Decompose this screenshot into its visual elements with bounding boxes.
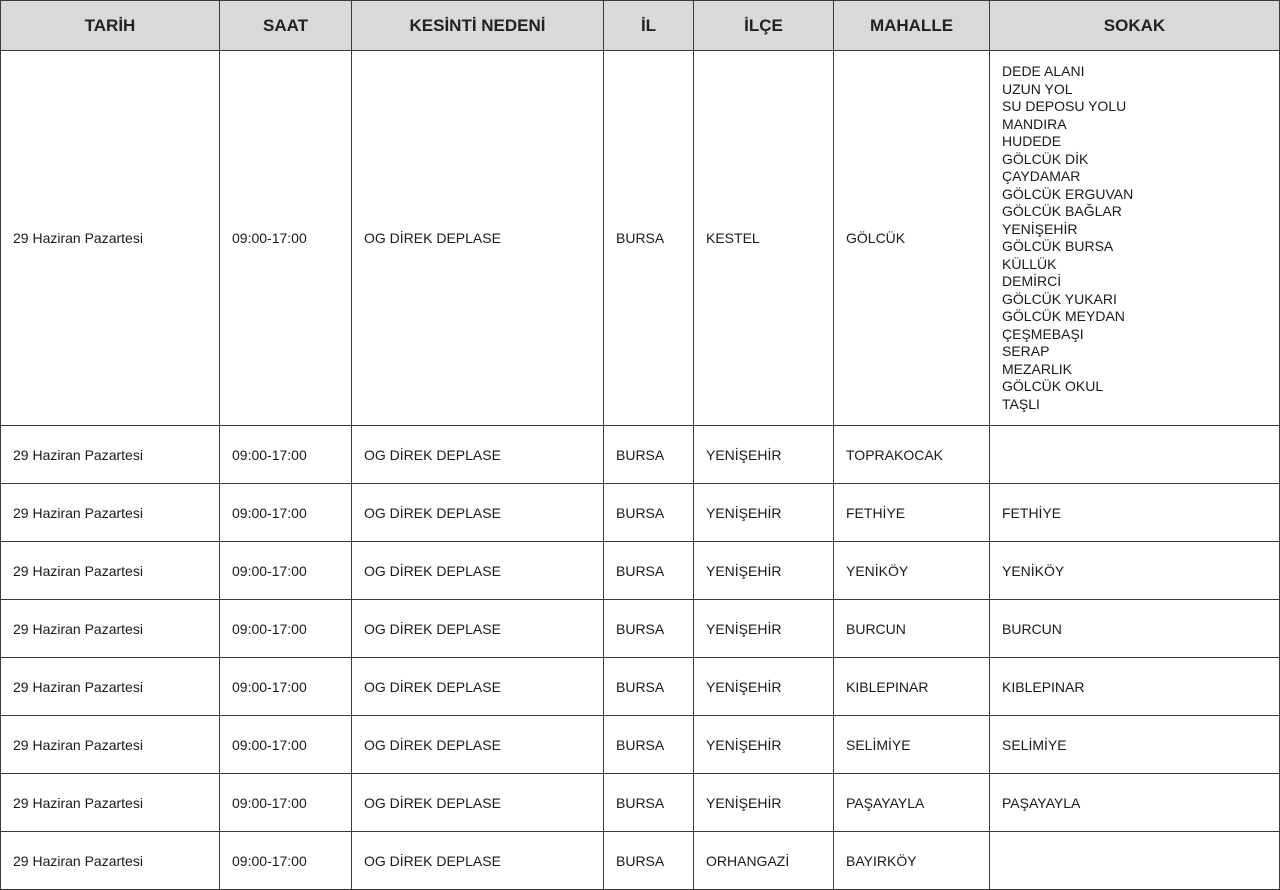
street-name: HUDEDE: [1002, 133, 1062, 149]
cell-il: BURSA: [604, 484, 694, 542]
table-row: [1, 658, 1280, 716]
cell-tarih: 29 Haziran Pazartesi: [1, 51, 220, 426]
cell-sokak: [990, 484, 1280, 542]
street-name: YENİKÖY: [1002, 562, 1065, 579]
cell-kesinti-nedeni: OG DİREK DEPLASE: [352, 716, 604, 774]
cell-il: BURSA: [604, 600, 694, 658]
street-name: GÖLCÜK OKUL: [1002, 378, 1104, 394]
header-sokak: SOKAK: [990, 1, 1280, 51]
table-row: [1, 832, 1280, 890]
cell-il: BURSA: [604, 51, 694, 426]
cell-saat: 09:00-17:00: [220, 426, 352, 484]
cell-il: BURSA: [604, 832, 694, 890]
header-tarih: TARİH: [1, 1, 220, 51]
cell-kesinti-nedeni: OG DİREK DEPLASE: [352, 658, 604, 716]
table-row: [1, 426, 1280, 484]
table-row: [1, 51, 1280, 426]
cell-saat: 09:00-17:00: [220, 600, 352, 658]
cell-tarih: 29 Haziran Pazartesi: [1, 484, 220, 542]
street-name: UZUN YOL: [1002, 80, 1073, 97]
cell-mahalle: BURCUN: [834, 600, 990, 658]
cell-sokak: [990, 426, 1280, 484]
cell-kesinti-nedeni: OG DİREK DEPLASE: [352, 542, 604, 600]
header-row: [1, 1, 1280, 51]
street-name: MANDIRA: [1002, 115, 1067, 132]
table-row: [1, 600, 1280, 658]
cell-il: BURSA: [604, 774, 694, 832]
street-name: ÇEŞMEBAŞI: [1002, 325, 1084, 342]
cell-sokak: [990, 600, 1280, 658]
header-ilce: İLÇE: [694, 1, 834, 51]
cell-tarih: 29 Haziran Pazartesi: [1, 658, 220, 716]
cell-tarih: 29 Haziran Pazartesi: [1, 832, 220, 890]
cell-saat: 09:00-17:00: [220, 774, 352, 832]
cell-il: BURSA: [604, 658, 694, 716]
table-body: [1, 51, 1280, 890]
street-name: GÖLCÜK DİK: [1002, 150, 1089, 167]
cell-ilce: YENİŞEHİR: [694, 484, 834, 542]
header-saat: SAAT: [220, 1, 352, 51]
street-name: YENİŞEHİR: [1002, 220, 1078, 237]
cell-mahalle: SELİMİYE: [834, 716, 990, 774]
street-name: KÜLLÜK: [1002, 255, 1057, 272]
cell-tarih: 29 Haziran Pazartesi: [1, 774, 220, 832]
cell-tarih: 29 Haziran Pazartesi: [1, 426, 220, 484]
cell-mahalle: FETHİYE: [834, 484, 990, 542]
street-name: DEMİRCİ: [1002, 273, 1062, 289]
cell-saat: 09:00-17:00: [220, 832, 352, 890]
table-row: [1, 774, 1280, 832]
cell-kesinti-nedeni: OG DİREK DEPLASE: [352, 832, 604, 890]
street-name: GÖLCÜK YUKARI: [1002, 290, 1117, 307]
cell-kesinti-nedeni: OG DİREK DEPLASE: [352, 484, 604, 542]
cell-kesinti-nedeni: OG DİREK DEPLASE: [352, 426, 604, 484]
street-name: GÖLCÜK MEYDAN: [1002, 308, 1125, 324]
cell-il: BURSA: [604, 542, 694, 600]
cell-kesinti-nedeni: OG DİREK DEPLASE: [352, 51, 604, 426]
cell-kesinti-nedeni: OG DİREK DEPLASE: [352, 600, 604, 658]
street-name: MEZARLIK: [1002, 360, 1073, 377]
street-name: FETHİYE: [1002, 504, 1062, 521]
cell-saat: 09:00-17:00: [220, 658, 352, 716]
cell-sokak: [990, 832, 1280, 890]
street-name: ÇAYDAMAR: [1002, 168, 1081, 184]
header-kesinti-nedeni: KESİNTİ NEDENİ: [352, 1, 604, 51]
cell-tarih: 29 Haziran Pazartesi: [1, 542, 220, 600]
cell-saat: 09:00-17:00: [220, 51, 352, 426]
cell-il: BURSA: [604, 716, 694, 774]
street-name: DEDE ALANI: [1002, 63, 1085, 79]
table-row: [1, 716, 1280, 774]
cell-il: BURSA: [604, 426, 694, 484]
cell-ilce: YENİŞEHİR: [694, 426, 834, 484]
cell-ilce: YENİŞEHİR: [694, 716, 834, 774]
cell-sokak: [990, 774, 1280, 832]
cell-sokak: [990, 51, 1280, 426]
street-name: SU DEPOSU YOLU: [1002, 98, 1127, 114]
street-name: SERAP: [1002, 343, 1050, 359]
header-mahalle: MAHALLE: [834, 1, 990, 51]
street-name: GÖLCÜK BAĞLAR: [1002, 203, 1122, 219]
street-name: GÖLCÜK ERGUVAN: [1002, 185, 1134, 202]
cell-mahalle: PAŞAYAYLA: [834, 774, 990, 832]
cell-ilce: KESTEL: [694, 51, 834, 426]
street-name: TAŞLI: [1002, 395, 1040, 412]
cell-ilce: YENİŞEHİR: [694, 600, 834, 658]
cell-ilce: YENİŞEHİR: [694, 774, 834, 832]
street-name: KIBLEPINAR: [1002, 678, 1085, 695]
cell-mahalle: GÖLCÜK: [834, 51, 990, 426]
cell-sokak: [990, 542, 1280, 600]
cell-ilce: YENİŞEHİR: [694, 542, 834, 600]
cell-mahalle: YENİKÖY: [834, 542, 990, 600]
cell-saat: 09:00-17:00: [220, 484, 352, 542]
cell-mahalle: KIBLEPINAR: [834, 658, 990, 716]
table-row: [1, 542, 1280, 600]
cell-sokak: [990, 716, 1280, 774]
cell-tarih: 29 Haziran Pazartesi: [1, 600, 220, 658]
street-name: SELİMİYE: [1002, 736, 1067, 753]
cell-ilce: YENİŞEHİR: [694, 658, 834, 716]
cell-tarih: 29 Haziran Pazartesi: [1, 716, 220, 774]
street-name: BURCUN: [1002, 620, 1062, 637]
header-il: İL: [604, 1, 694, 51]
cell-ilce: ORHANGAZİ: [694, 832, 834, 890]
street-name: PAŞAYAYLA: [1002, 794, 1081, 811]
cell-mahalle: TOPRAKOCAK: [834, 426, 990, 484]
cell-sokak: [990, 658, 1280, 716]
cell-mahalle: BAYIRKÖY: [834, 832, 990, 890]
cell-saat: 09:00-17:00: [220, 716, 352, 774]
cell-kesinti-nedeni: OG DİREK DEPLASE: [352, 774, 604, 832]
cell-saat: 09:00-17:00: [220, 542, 352, 600]
table-row: [1, 484, 1280, 542]
street-name: GÖLCÜK BURSA: [1002, 238, 1114, 254]
